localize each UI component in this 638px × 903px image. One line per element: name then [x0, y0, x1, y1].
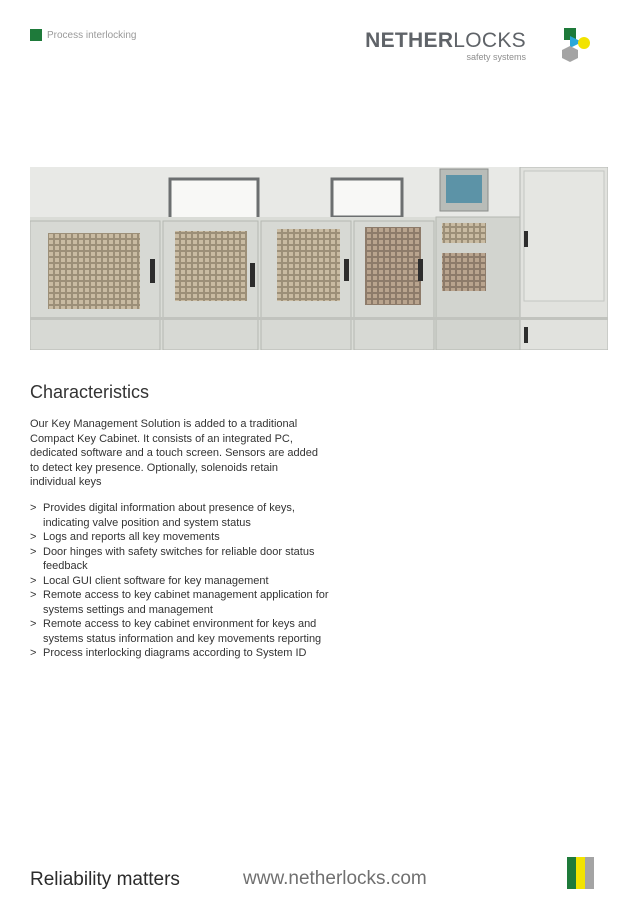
photo-key-cabinets — [30, 167, 608, 350]
logo-light-text: LOCKS — [453, 29, 526, 52]
netherlocks-mark-icon — [556, 26, 592, 64]
stripe-green — [567, 857, 576, 889]
intro-paragraph: Our Key Management Solution is added to a traditional Compact Key Cabinet. It consists of an integrated PC, dedicated software and a touch screen. Sensors are added to detect key presence. Optionally, solenoids retain individual keys — [30, 418, 319, 488]
section-square-icon — [30, 29, 42, 41]
list-item: > Local GUI client software for key management — [30, 574, 330, 589]
stripe-yellow — [576, 857, 585, 889]
logo-wordmark — [365, 30, 526, 51]
logo-bold-text: NETHER — [365, 29, 454, 52]
characteristics-list — [30, 501, 330, 661]
section-header — [30, 29, 136, 41]
list-item: > Process interlocking diagrams according to System ID — [30, 646, 330, 661]
list-item: > Provides digital information about presence of keys, indicating valve position and system status — [30, 501, 330, 530]
footer-slogan: Reliability matters — [30, 869, 180, 890]
section-heading: Characteristics — [30, 382, 150, 402]
list-item: > Logs and reports all key movements — [30, 530, 330, 545]
footer-url-link[interactable]: www.netherlocks.com — [243, 868, 427, 889]
list-item: > Door hinges with safety switches for reliable door status feedback — [30, 545, 330, 574]
brand-logo — [365, 30, 526, 62]
list-item: > Remote access to key cabinet environment for keys and systems status information and key movements reporting — [30, 617, 330, 646]
stripe-grey — [585, 857, 594, 889]
section-label: Process interlocking — [47, 29, 137, 41]
list-item: > Remote access to key cabinet management application for systems settings and management — [30, 588, 330, 617]
brand-stripes-icon — [567, 857, 594, 889]
logo-tagline: safety systems — [466, 52, 526, 62]
